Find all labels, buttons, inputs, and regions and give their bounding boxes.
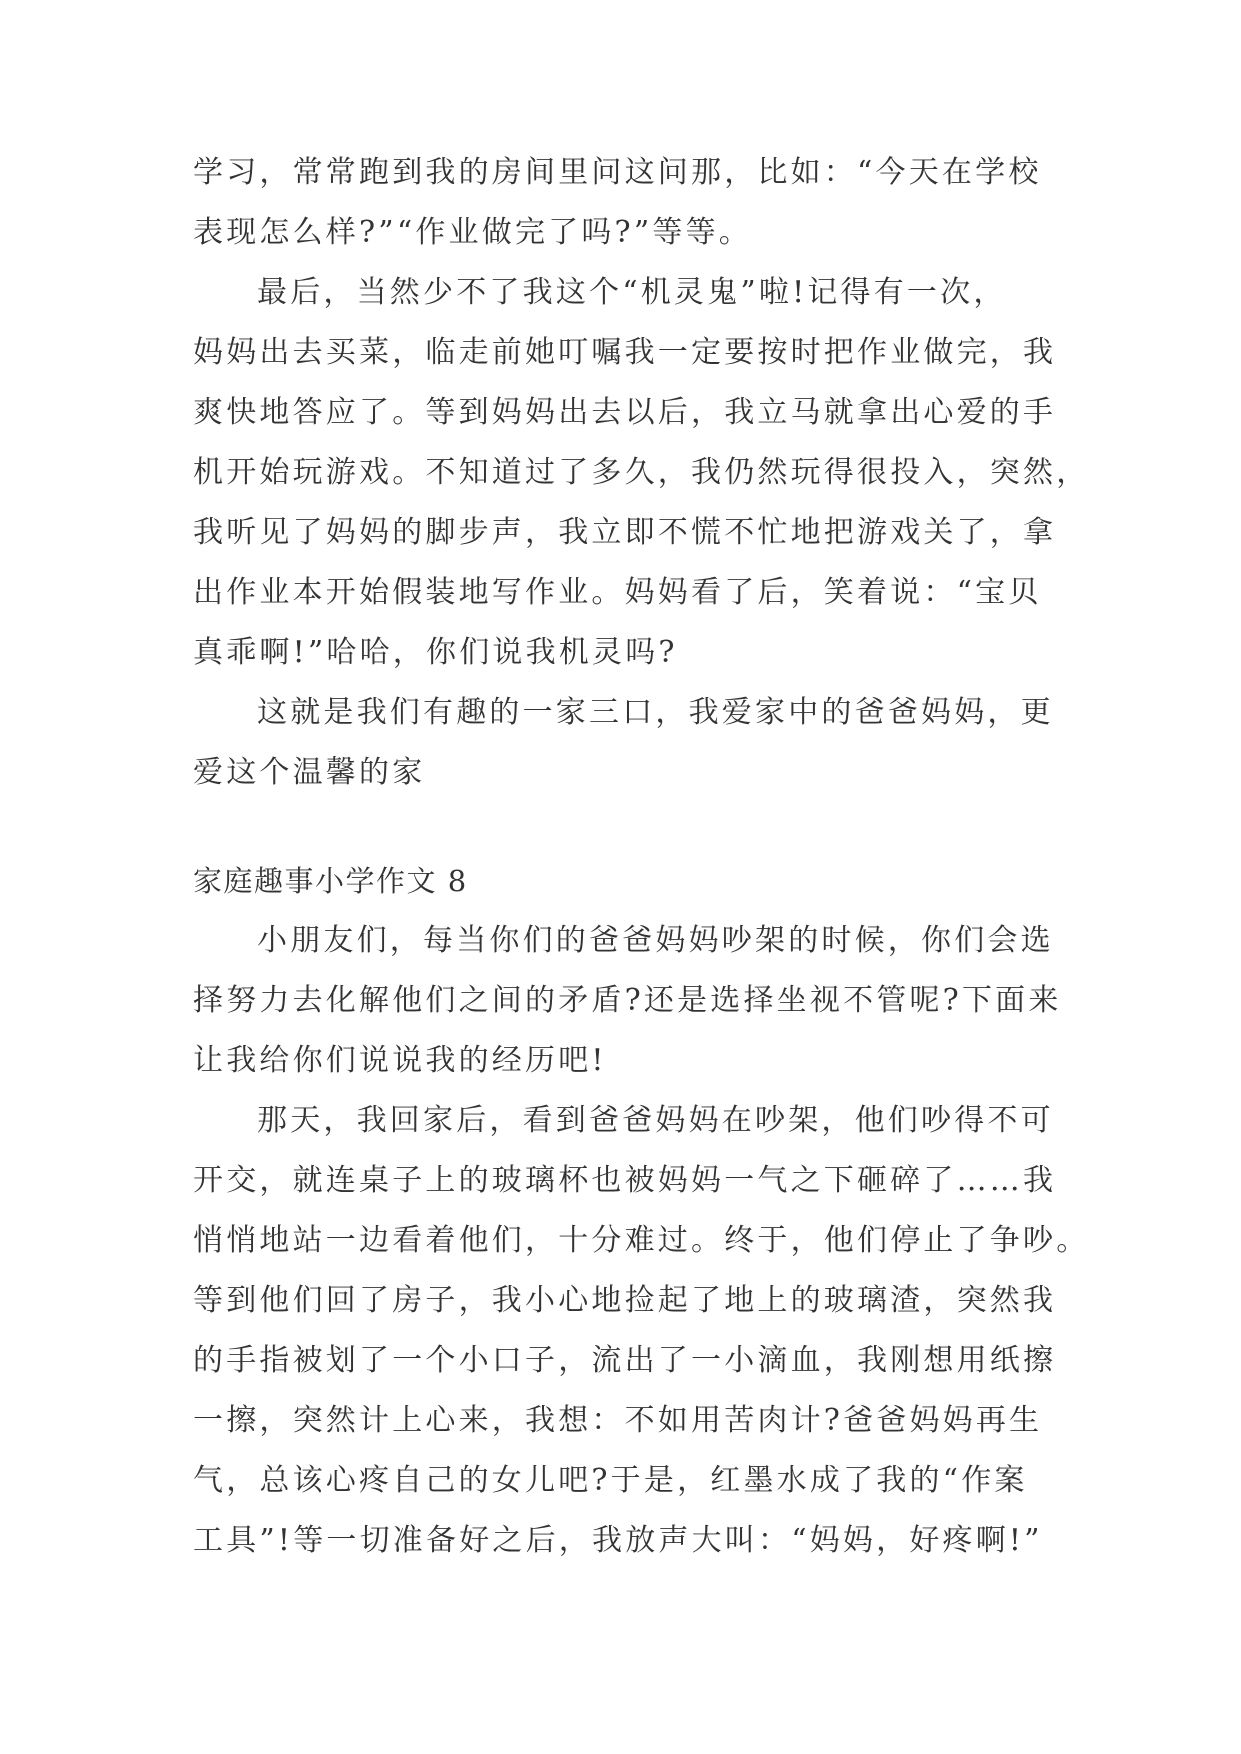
section-paragraph-2-line-4: 等到他们回了房子，我小心地捡起了地上的玻璃渣，突然我 bbox=[193, 1283, 1057, 1318]
paragraph-2-line-6: 出作业本开始假装地写作业。妈妈看了后，笑着说：“宝贝 bbox=[193, 575, 1042, 610]
section-paragraph-2-line-8: 工具”!等一切准备好之后，我放声大叫：“妈妈，好疼啊!” bbox=[193, 1523, 1043, 1558]
section-paragraph-2-line-5: 的手指被划了一个小口子，流出了一小滴血，我刚想用纸擦 bbox=[193, 1343, 1057, 1378]
paragraph-2-line-3: 爽快地答应了。等到妈妈出去以后，我立马就拿出心爱的手 bbox=[193, 395, 1057, 430]
section-paragraph-2-line-7: 气，总该心疼自己的女儿吧?于是，红墨水成了我的“作案 bbox=[193, 1463, 1028, 1498]
section-paragraph-1-line-2: 择努力去化解他们之间的矛盾?还是选择坐视不管呢?下面来 bbox=[193, 983, 1062, 1018]
paragraph-2-line-2: 妈妈出去买菜，临走前她叮嘱我一定要按时把作业做完，我 bbox=[193, 335, 1057, 370]
section-paragraph-2-line-3: 悄悄地站一边看着他们，十分难过。终于，他们停止了争吵。 bbox=[193, 1223, 1090, 1258]
section-title: 家庭趣事小学作文 8 bbox=[193, 864, 468, 898]
paragraph-3-line-1: 这就是我们有趣的一家三口，我爱家中的爸爸妈妈，更 bbox=[257, 695, 1054, 730]
section-paragraph-2-line-2: 开交，就连桌子上的玻璃杯也被妈妈一气之下砸碎了……我 bbox=[193, 1163, 1057, 1198]
paragraph-2-line-5: 我听见了妈妈的脚步声，我立即不慌不忙地把游戏关了，拿 bbox=[193, 515, 1057, 550]
section-paragraph-2-line-6: 一擦，突然计上心来，我想：不如用苦肉计?爸爸妈妈再生 bbox=[193, 1403, 1043, 1438]
section-paragraph-1-line-1: 小朋友们，每当你们的爸爸妈妈吵架的时候，你们会选 bbox=[257, 923, 1054, 958]
paragraph-2-line-7: 真乖啊!”哈哈，你们说我机灵吗? bbox=[193, 635, 678, 670]
paragraph-1-line-2: 表现怎么样?”“作业做完了吗?”等等。 bbox=[193, 215, 752, 250]
paragraph-2-line-4: 机开始玩游戏。不知道过了多久，我仍然玩得很投入，突然， bbox=[193, 455, 1090, 490]
paragraph-2-line-1: 最后，当然少不了我这个“机灵鬼”啦!记得有一次， bbox=[257, 275, 1007, 310]
section-paragraph-1-line-3: 让我给你们说说我的经历吧! bbox=[193, 1043, 607, 1078]
paragraph-1-line-1: 学习，常常跑到我的房间里问这问那，比如：“今天在学校 bbox=[193, 155, 1042, 190]
paragraph-3-line-2: 爱这个温馨的家 bbox=[193, 755, 426, 790]
section-paragraph-2-line-1: 那天，我回家后，看到爸爸妈妈在吵架，他们吵得不可 bbox=[257, 1103, 1054, 1138]
